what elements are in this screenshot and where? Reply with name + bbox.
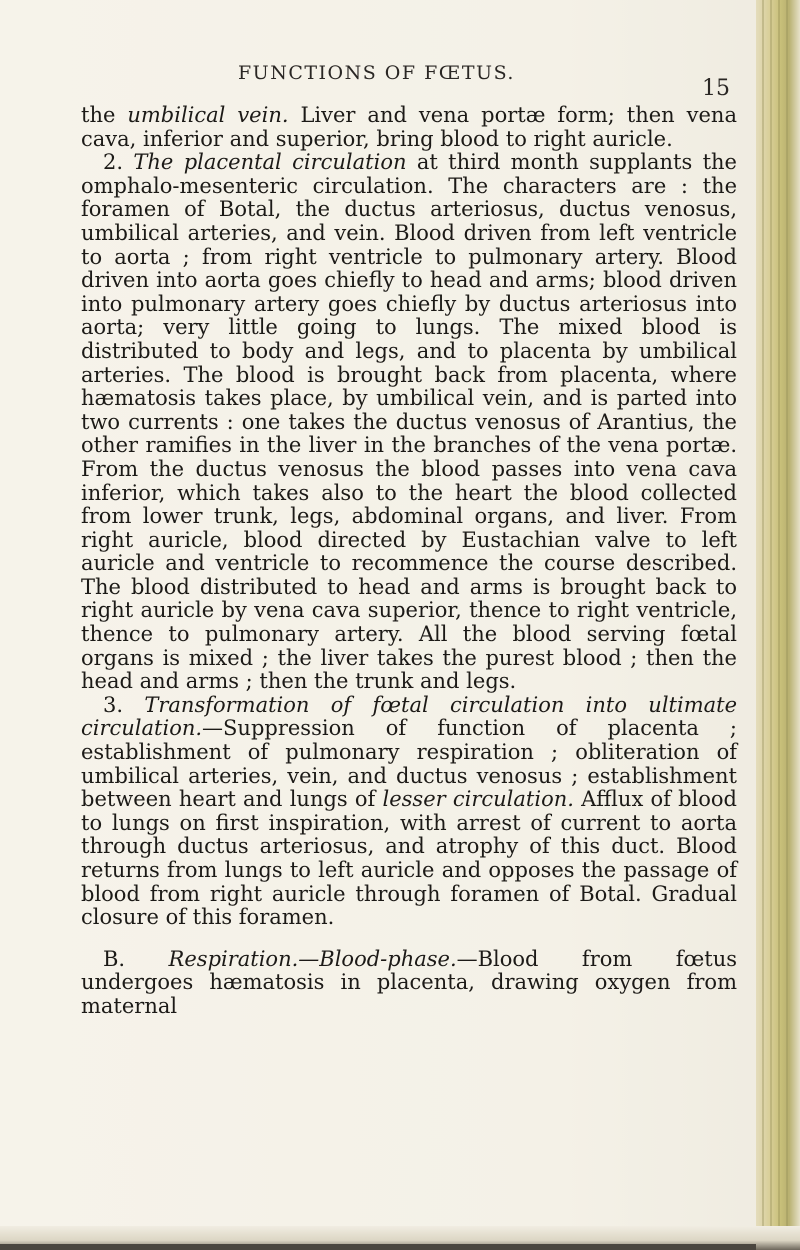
text-run: the (81, 103, 128, 127)
page-edge-stripe (778, 0, 780, 1250)
paragraph-umbilical-vein (81, 104, 737, 151)
body-text (81, 104, 737, 1019)
page-edge-stripe (762, 0, 764, 1250)
paragraph-respiration (81, 948, 737, 1019)
text-run: Afflux of blood to lungs on first inspiration, with arrest of current to aorta through ductus arteriosus, and atrophy of this duct. Blood returns from lungs to left auricle and opposes the passage of blood from right auricle through foramen of Botal. Gradual closure of this foramen. (81, 787, 737, 930)
text-run: Liver and vena portæ form; then vena cava, inferior and superior, bring blood to right auricle. (81, 103, 737, 151)
italic-heading: Transformation of fœtal circulation into ultimate circulation. (81, 692, 737, 741)
page-edge-stripe (770, 0, 772, 1250)
page-number: 15 (702, 76, 730, 101)
italic-heading: Respiration.—Blood-phase. (168, 946, 457, 971)
page-edge-stripe (786, 0, 788, 1250)
page-edge-right (756, 0, 800, 1250)
italic-heading: The placental circulation (133, 150, 407, 175)
paragraph-number: 2. (103, 150, 134, 175)
italic-term: lesser circulation. (382, 787, 574, 812)
running-title: FUNCTIONS OF FŒTUS. (238, 62, 515, 84)
page-edge-shadow (0, 1244, 756, 1250)
text-run: —Blood from fœtus undergoes hæmatosis in placenta, drawing oxygen from maternal (81, 946, 737, 1018)
paragraph-placental-circulation (81, 151, 737, 694)
page-edge-bottom (0, 1226, 800, 1250)
paragraph-transformation (81, 694, 737, 930)
running-head (0, 62, 800, 102)
section-letter: B. (103, 946, 169, 971)
text-run: —Suppression of function of placenta ; establishment of pulmonary respiration ; obliteration of umbilical arteries, vein, and ductus venosus ; establishment between heart and lungs of (81, 716, 737, 812)
text-run: at third month supplants the omphalo-mesenteric circulation. The characters are : the foramen of Botal, the ductus arteriosus, ductus venosus, umbilical arteries, and vein. Blood driven from left ventricle to aorta ; from right ventricle to pulmonary artery. Blood driven into aorta goes chiefly to head and arms; blood driven into pulmonary artery goes chiefly by ductus arteriosus into aorta; very little going to lungs. The mixed blood is distributed to body and legs, and to placenta by umbilical arteries. The blood is brought back from placenta, where hæmatosis takes place, by umbilical vein, and is parted into two currents : one takes the ductus venosus of Arantius, the other ramifies in the liver in the branches of the vena portæ. From the ductus venosus the blood passes into vena cava inferior, which takes also to the heart the blood collected from lower trunk, legs, abdominal organs, and liver. From right auricle, blood directed by Eustachian valve to left auricle and ventricle to recommence the course described. The blood distributed to head and arms is brought back to right auricle by vena cava superior, thence to right ventricle, thence to pulmonary artery. All the blood serving fœtal organs is mixed ; the liver takes the purest blood ; then the head and arms ; then the trunk and legs. (81, 150, 737, 694)
paragraph-number: 3. (103, 692, 145, 717)
italic-term: umbilical vein. (127, 103, 289, 127)
